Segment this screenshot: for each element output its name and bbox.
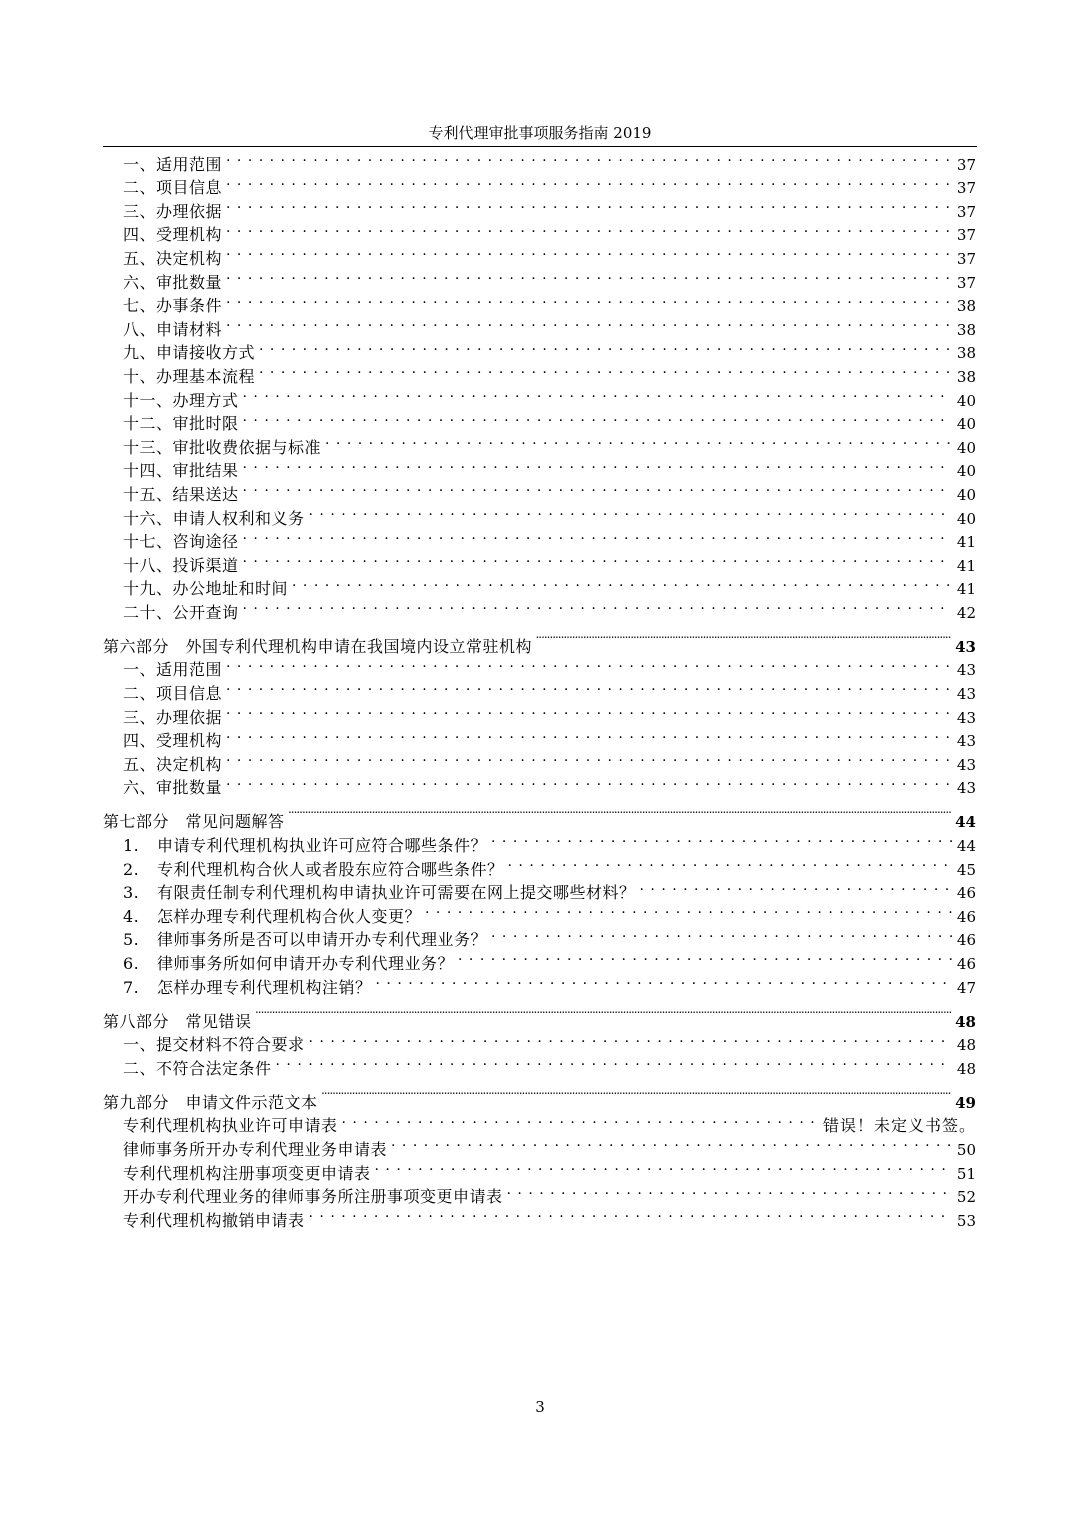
toc-item[interactable] xyxy=(103,146,976,174)
toc-entry-label: 三、办理依据 xyxy=(123,201,223,221)
toc-item[interactable] xyxy=(103,170,976,198)
toc-leader-dots xyxy=(289,793,952,827)
toc-leader-dots xyxy=(226,146,952,170)
toc-item[interactable] xyxy=(103,699,976,727)
toc-page-number: 44 xyxy=(956,837,976,856)
toc-entry-label: 五、决定机构 xyxy=(123,248,223,268)
toc-page-number: 40 xyxy=(956,485,976,504)
toc-entry-label: 三、办理依据 xyxy=(123,707,223,727)
toc-entry-number: 3. xyxy=(123,883,140,903)
page-header xyxy=(103,120,977,147)
toc-leader-dots xyxy=(536,618,951,652)
toc-item[interactable] xyxy=(103,770,976,798)
toc-page-number: 41 xyxy=(956,556,976,575)
toc-item[interactable] xyxy=(103,217,976,245)
toc-part-heading[interactable] xyxy=(103,618,976,656)
toc-entry-label: 开办专利代理业务的律师事务所注册事项变更申请表 xyxy=(123,1187,503,1207)
toc-form-item[interactable] xyxy=(103,1179,976,1207)
toc-page-number: 48 xyxy=(955,1012,976,1031)
toc-faq-item[interactable] xyxy=(103,969,976,997)
toc-item[interactable] xyxy=(103,358,976,386)
toc-page-number: 43 xyxy=(956,685,976,704)
toc-page-number: 42 xyxy=(956,603,976,622)
toc-leader-dots xyxy=(309,1202,952,1226)
toc-item[interactable] xyxy=(103,746,976,774)
toc-page-number: 37 xyxy=(956,226,976,245)
toc-leader-dots xyxy=(226,311,952,335)
toc-leader-dots xyxy=(226,699,952,723)
toc-part-heading[interactable] xyxy=(103,793,976,832)
toc-page-number: 45 xyxy=(956,860,976,879)
toc-part-heading[interactable] xyxy=(103,993,976,1031)
toc-item[interactable] xyxy=(103,500,976,528)
toc-leader-dots xyxy=(243,453,952,477)
toc-entry-label: 十八、投诉渠道 xyxy=(123,555,239,575)
toc-error-text: 错误！未定义书签。 xyxy=(822,1116,976,1136)
toc-entry-label: 专利代理机构注册事项变更申请表 xyxy=(123,1163,371,1183)
toc-item[interactable] xyxy=(103,429,976,457)
toc-leader-dots xyxy=(507,1179,952,1203)
toc-leader-dots xyxy=(325,429,952,453)
toc-entry-label: 四、受理机构 xyxy=(123,731,223,751)
toc-entry-label: 第九部分 申请文件示范文本 xyxy=(103,1092,318,1112)
toc-entry-label: 十一、办理方式 xyxy=(123,390,239,410)
toc-faq-item[interactable] xyxy=(103,875,976,903)
toc-leader-dots xyxy=(491,922,952,946)
toc-page-number: 49 xyxy=(955,1093,976,1112)
toc-leader-dots xyxy=(309,1027,952,1051)
toc-page-number: 46 xyxy=(956,931,976,950)
toc-entry-label: 第七部分 常见问题解答 xyxy=(103,812,285,832)
toc-leader-dots xyxy=(226,240,952,264)
toc-form-item[interactable] xyxy=(103,1131,976,1159)
toc-leader-dots xyxy=(243,382,952,406)
toc-page-number: 41 xyxy=(956,533,976,552)
toc-page-number: 43 xyxy=(956,661,976,680)
toc-page-number: 44 xyxy=(955,813,976,832)
toc-part-heading[interactable] xyxy=(103,1074,976,1112)
toc-entry-text: 专利代理机构合伙人或者股东应符合哪些条件？ xyxy=(157,859,504,879)
toc-entry-label: 五、决定机构 xyxy=(123,754,223,774)
toc-entry-label: 六、审批数量 xyxy=(123,778,223,798)
toc-leader-dots xyxy=(276,1050,952,1074)
toc-leader-dots xyxy=(322,1074,952,1108)
toc-entry-text: 怎样办理专利代理机构合伙人变更？ xyxy=(157,906,422,926)
toc-page-number: 40 xyxy=(956,415,976,434)
toc-leader-dots xyxy=(243,547,952,571)
toc-faq-item[interactable] xyxy=(103,851,976,879)
toc-leader-dots xyxy=(226,193,952,217)
toc-leader-dots xyxy=(259,358,952,382)
toc-entry-number: 2. xyxy=(123,859,140,879)
toc-page-number: 46 xyxy=(956,884,976,903)
toc-entry-number: 5. xyxy=(123,930,140,950)
toc-item[interactable] xyxy=(103,382,976,410)
toc-page-number: 41 xyxy=(956,580,976,599)
toc-page-number: 43 xyxy=(956,755,976,774)
toc-leader-dots xyxy=(243,594,952,618)
toc-entry-label: 十二、审批时限 xyxy=(123,414,239,434)
toc-page-number: 37 xyxy=(956,249,976,268)
toc-form-item[interactable] xyxy=(103,1202,976,1230)
table-of-contents xyxy=(103,146,976,1230)
toc-entry-label: 二十、公开查询 xyxy=(123,602,239,622)
toc-page-number: 53 xyxy=(956,1211,976,1230)
toc-entry-label: 九、申请接收方式 xyxy=(123,343,256,363)
toc-page-number: 46 xyxy=(956,955,976,973)
toc-leader-dots xyxy=(243,476,952,500)
toc-page-number: 40 xyxy=(956,462,976,481)
toc-item[interactable] xyxy=(103,652,976,680)
toc-page-number: 50 xyxy=(956,1140,976,1159)
toc-item[interactable] xyxy=(103,406,976,434)
toc-entry-label: 十三、审批收费依据与标准 xyxy=(123,437,322,457)
toc-leader-dots xyxy=(243,524,952,548)
toc-entry-label: 二、不符合法定条件 xyxy=(123,1058,272,1078)
toc-item[interactable] xyxy=(103,1027,976,1055)
toc-leader-dots xyxy=(256,993,952,1027)
toc-leader-dots xyxy=(508,851,952,875)
toc-leader-dots xyxy=(425,898,952,922)
toc-entry-label: 十九、办公地址和时间 xyxy=(123,579,289,599)
toc-page-number: 40 xyxy=(956,509,976,528)
toc-page-number: 51 xyxy=(956,1164,976,1183)
toc-item[interactable] xyxy=(103,675,976,704)
document-title: 专利代理审批事项服务指南 2019 xyxy=(428,124,652,142)
toc-leader-dots xyxy=(226,723,952,747)
toc-entry-number: 4. xyxy=(123,906,140,926)
toc-entry-text: 申请专利代理机构执业许可应符合哪些条件？ xyxy=(157,836,488,856)
toc-page-number: 43 xyxy=(956,779,976,798)
toc-entry-label: 八、申请材料 xyxy=(123,319,223,339)
toc-page-number: 47 xyxy=(956,978,976,997)
toc-item[interactable] xyxy=(103,594,976,622)
toc-leader-dots xyxy=(458,945,952,969)
toc-page-number: 43 xyxy=(956,708,976,727)
toc-leader-dots xyxy=(376,969,952,993)
toc-faq-item[interactable] xyxy=(103,945,976,973)
toc-leader-dots xyxy=(640,875,952,899)
toc-page-number: 48 xyxy=(956,1036,976,1055)
toc-page-number: 46 xyxy=(956,907,976,926)
toc-page-number: 38 xyxy=(956,367,976,386)
toc-faq-item[interactable] xyxy=(103,827,976,856)
toc-leader-dots xyxy=(243,406,952,430)
toc-entry-label: 专利代理机构执业许可申请表 xyxy=(123,1116,338,1136)
toc-entry-label: 律师事务所开办专利代理业务申请表 xyxy=(123,1139,388,1159)
toc-entry-label: 七、办事条件 xyxy=(123,296,223,316)
toc-item[interactable] xyxy=(103,288,976,316)
toc-form-item[interactable] xyxy=(103,1108,976,1136)
toc-entry-label: 十、办理基本流程 xyxy=(123,366,256,386)
toc-page-number: 48 xyxy=(956,1059,976,1078)
toc-page-number: 38 xyxy=(956,344,976,363)
toc-leader-dots xyxy=(226,770,952,794)
toc-entry-label: 十四、审批结果 xyxy=(123,461,239,481)
page-number: 3 xyxy=(535,1398,545,1416)
toc-item[interactable] xyxy=(103,311,976,339)
toc-page-number: 40 xyxy=(956,391,976,410)
toc-item[interactable] xyxy=(103,476,976,504)
toc-item[interactable] xyxy=(103,1050,976,1078)
toc-page-number: 37 xyxy=(956,273,976,292)
toc-entry-text: 律师事务所是否可以申请开办专利代理业务？ xyxy=(157,930,488,950)
toc-entry-label: 二、项目信息 xyxy=(123,178,223,198)
toc-leader-dots xyxy=(226,264,952,288)
toc-entry-text: 有限责任制专利代理机构申请执业许可需要在网上提交哪些材料？ xyxy=(157,883,636,903)
toc-page-number: 52 xyxy=(956,1188,976,1207)
toc-faq-item[interactable] xyxy=(103,922,976,950)
toc-item[interactable] xyxy=(103,240,976,268)
toc-entry-label: 一、提交材料不符合要求 xyxy=(123,1035,305,1055)
toc-entry-label: 一、适用范围 xyxy=(123,660,223,680)
toc-leader-dots xyxy=(259,335,952,359)
toc-item[interactable] xyxy=(103,335,976,363)
toc-item[interactable] xyxy=(103,571,976,599)
toc-leader-dots xyxy=(292,571,952,595)
toc-item[interactable] xyxy=(103,193,976,221)
toc-leader-dots xyxy=(391,1131,952,1155)
toc-page-number: 37 xyxy=(956,202,976,221)
toc-entry-label: 一、适用范围 xyxy=(123,154,223,174)
toc-entry-label: 十六、申请人权利和义务 xyxy=(123,508,305,528)
toc-leader-dots xyxy=(226,170,952,194)
toc-item[interactable] xyxy=(103,264,976,292)
toc-leader-dots xyxy=(309,500,952,524)
toc-page-number: 37 xyxy=(956,179,976,198)
toc-page-number: 40 xyxy=(956,438,976,457)
toc-page-number: 43 xyxy=(956,732,976,751)
toc-entry-text: 律师事务所如何申请开办专利代理业务？ xyxy=(157,954,455,973)
toc-item[interactable] xyxy=(103,547,976,575)
toc-entry-number: 6. xyxy=(123,954,140,973)
toc-leader-dots xyxy=(342,1108,819,1132)
toc-leader-dots xyxy=(226,288,952,312)
toc-leader-dots xyxy=(375,1155,952,1179)
toc-item[interactable] xyxy=(103,723,976,751)
toc-entry-label: 六、审批数量 xyxy=(123,272,223,292)
toc-entry-label: 第六部分 外国专利代理机构申请在我国境内设立常驻机构 xyxy=(103,636,533,656)
toc-entry-label: 专利代理机构撤销申请表 xyxy=(123,1210,305,1230)
toc-page-number: 43 xyxy=(955,637,976,656)
toc-entry-label: 四、受理机构 xyxy=(123,225,223,245)
toc-faq-item[interactable] xyxy=(103,898,976,926)
toc-entry-number: 7. xyxy=(123,977,140,997)
toc-entry-label: 十七、咨询途径 xyxy=(123,532,239,552)
toc-entry-text: 怎样办理专利代理机构注销？ xyxy=(157,977,372,997)
toc-leader-dots xyxy=(226,675,952,699)
toc-entry-label: 二、项目信息 xyxy=(123,684,223,704)
toc-leader-dots xyxy=(226,652,952,676)
toc-item[interactable] xyxy=(103,453,976,481)
toc-page-number: 38 xyxy=(956,297,976,316)
toc-leader-dots xyxy=(226,217,952,241)
toc-form-item[interactable] xyxy=(103,1155,976,1183)
toc-item[interactable] xyxy=(103,524,976,552)
toc-leader-dots xyxy=(491,827,952,851)
toc-leader-dots xyxy=(226,746,952,770)
toc-entry-label: 十五、结果送达 xyxy=(123,484,239,504)
toc-entry-label: 第八部分 常见错误 xyxy=(103,1011,252,1031)
toc-page-number: 37 xyxy=(956,155,976,174)
toc-entry-number: 1. xyxy=(123,836,140,856)
toc-page-number: 38 xyxy=(956,320,976,339)
